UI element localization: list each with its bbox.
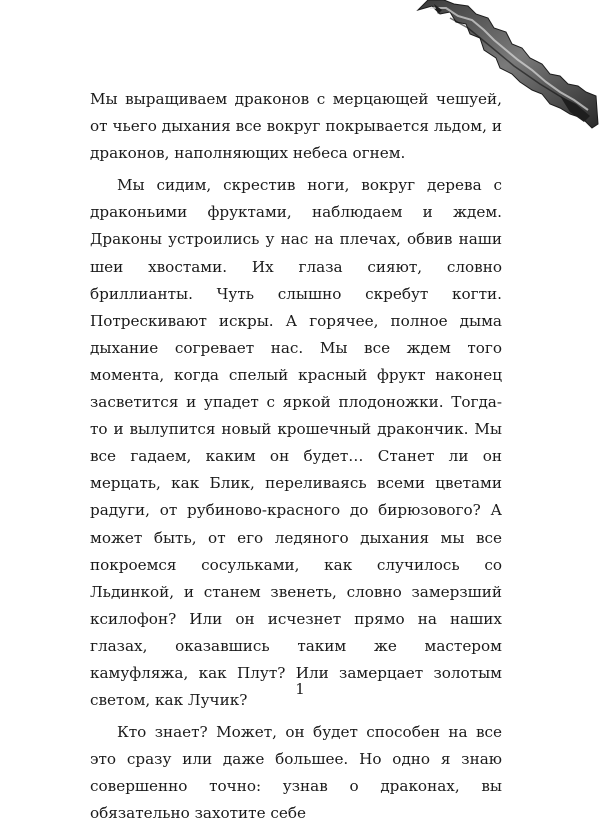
page-number: 1 — [295, 680, 305, 698]
paragraph-2: Мы сидим, скрестив ноги, вокруг дерева с драконьими фруктами, наблюдаем и ждем. Драконы устроились у нас на плечах, обвив наши шеи хвостами. Их глаза сияют, словно бриллианты. Чуть слышно скребут когти. Потрескивают искры. А горячее, полное дыма дыхание согревает нас. Мы все ждем того момента, когда спелый красный фрукт наконец засветится и упадет с яркой плодоножки. Тогда-то и вылупится новый крошечный дракончик. Мы все гадаем, каким он будет… Станет ли он мерцать, как Блик, переливаясь всеми цветами радуги, от рубиново-красного до бирюзового? А может быть, от его ледяного дыхания мы все покроемся сосульками, как случилось со Льдинкой, и станем звенеть, словно замерзший ксилофон? Или он исчезнет прямо на наших глазах, оказавшись таким же мастером камуфляжа, как Плут? Или замерцает золотым светом, как Лучик? — [90, 176, 502, 710]
paragraph-1: Мы выращиваем драконов с мерцающей чешуей, от чьего дыхания все вокруг покрывается льдом, и драконов, наполняющих небеса огнем. — [90, 90, 502, 163]
body-text — [90, 86, 502, 833]
paragraph-3: Кто знает? Может, он будет способен на все это сразу или даже большее. Но одно я знаю совершенно точно: узнав о драконах, вы обязательно захотите себе — [90, 723, 502, 823]
